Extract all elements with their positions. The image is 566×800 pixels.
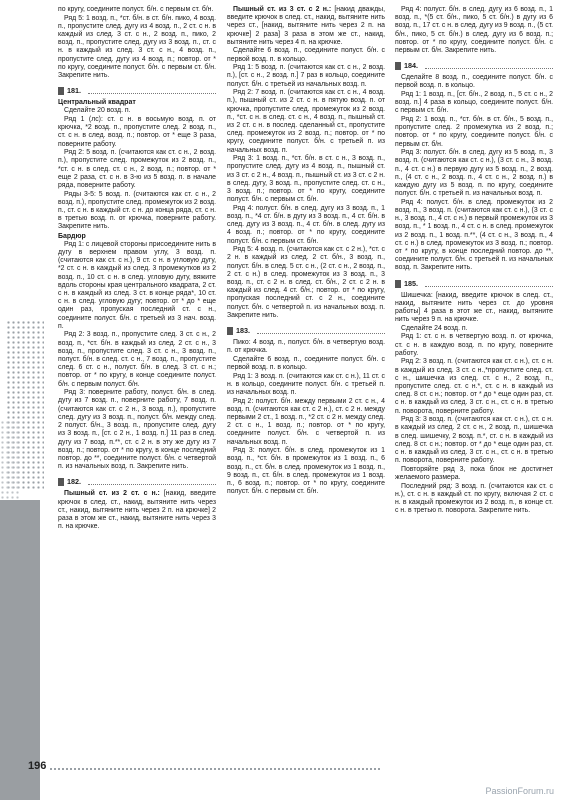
paragraph: Повторяйте ряд 3, пока блок не достигнет желаемого размера. xyxy=(395,465,553,482)
paragraph: Ряд 5: 1 возд. п., *ст. б/н. в ст. б/н. пико, 4 возд. п., пропустите след. дугу из 4 возд. п., 2 ст. с н. в каждый из след. 3 ст. с н., 2 возд. п., пико, 2 возд. п., пропустите след. дугу из 3 возд. п., ст. с н. в каждый из след. 3 ст. с н., 4 возд. п., пропустите след. дугу из 4 возд. п.; повтор. от * по кругу, соедините полуст. б/н. с первым ст. б/н. Закрепите нить. xyxy=(58,14,216,80)
paragraph-text: [накид, введите крючок в след. ст., накид, вытяните нить через ст., накид, вытяните нить через 2 п. на крючке] 2 раза в этом же ст., накид, вытяните нить через 3 п. на крючке. xyxy=(58,490,216,531)
section-marker-icon xyxy=(58,478,64,486)
paragraph: Ряд 2: 7 возд. п. (считаются как ст. с н., 4 возд. п.), пышный ст. из 2 ст. с н. в пятую возд. п. от крючка, пропустите след. промежуток из 2 возд. п., *ст. с н. в след. ст. с н., 4 возд. п., пышный ст. из 2 ст. с н. в послед. сделанный ст., пропустите след. промежуток из 2 возд. п.; повтор. от * по кругу, соедините полуст. б/н. с третьей п. из начальных возд. п. xyxy=(227,89,385,154)
paragraph xyxy=(58,490,216,531)
text-column-3 xyxy=(395,6,553,516)
dotted-rule xyxy=(88,484,216,485)
dotted-rule xyxy=(425,286,553,287)
subheading: Бардюр xyxy=(58,232,86,240)
paragraph: Ряд 2: 5 возд. п. (считаются как ст. с н., 2 возд. п.), пропустите след. промежуток из 2 возд. п., *ст. с н. в след. ст. с н., 2 возд. п.; повтор. от * еще 2 раза, ст. с н. в 3-ю из 5 возд. п. в начале ряда, поверните работу. xyxy=(58,149,216,190)
dotted-rule xyxy=(257,333,385,334)
paragraph: Ряд 4: полуст. б/н. в след. дугу из 6 возд. п., 1 возд. п., *(5 ст. б/н., пико, 5 ст. б/н.) в дугу из 6 возд. п., 17 ст. с н. в след. дугу из 9 возд. п., (5 ст. б/н., пико, 5 ст. б/н.) в след. дугу из 6 возд. п.; повтор. от * по кругу, соедините полуст. б/н. с первым ст. б/н. Закрепите нить. xyxy=(395,6,553,55)
paragraph: Ряд 5: 4 возд. п. (считаются как ст. с 2 н.), *ст. с 2 н. в каждый из след. 2 ст. б/н., 3 возд. п., полуст. б/н. в след. 5 ст. с н., (2 ст. с н., 2 возд. п., 2 ст. с н.) в след. промежуток из 3 возд. п., 3 возд. п., ст. с 2 н. в след. ст. б/н., 2 ст. с 2 н. в каждый из след. 4 ст. б/н.; повтор. от * по кругу, пропуская последний ст. с 2 н., соедините полуст. б/н. с четвертой п. из начальных возд. п. Закрепите нить. xyxy=(227,246,385,319)
paragraph: Ряд 3: 1 возд. п., *ст. б/н. в ст. с н., 3 возд. п., пропустите след. дугу из 4 возд. п., пышный ст. из 3 ст. с 2 н., 4 возд. п., пышный ст. из 3 ст. с 2 н. в след. дугу, 3 возд. п., пропустите след. ст. с н., 3 возд. п.; повтор. от * по кругу, соедините полуст. б/н. с первым ст. б/н. xyxy=(227,155,385,204)
paragraph: Ряд 1: 3 возд. п. (считаются как ст. с н.), 11 ст. с н. в кольцо, соедините полуст. б/н. с третьей п. из начальных возд. п. xyxy=(227,372,385,397)
section-number: 181. xyxy=(67,86,81,96)
paragraph: Ряд 1: ст. с н. в четвертую возд. п. от крючка, ст. с н. в каждую возд. п. по кругу, поверните работу. xyxy=(395,333,553,357)
paragraph: Ряд 2: 3 возд. п. (считаются как ст. с н.), ст. с н. в каждый из след. 3 ст. с н.,*пропустите след. ст. с н., шишечка из след. ст. с н., 2 возд. п., пропустите след. ст. с н.*, ст. с н. в каждый из след. 8 ст. с н.; повтор. от * до * еще один раз, ст. с н. в каждый из след. 3 ст. с н., ст. с н. в третью п. поворота, поверните работу. xyxy=(395,358,553,415)
paragraph: Шишечка: [накид, введите крючок в след. ст., накид, вытяните нить через ст. до уровня работы] 4 раза в этот же ст., накид, вытяните нить через 9 п. на крючке. xyxy=(395,291,553,324)
page-number: 196 xyxy=(28,760,47,772)
section-number: 182. xyxy=(67,477,81,487)
dotted-rule xyxy=(88,93,216,94)
paragraph: Ряд 2: 3 возд. п., пропустите след. 3 ст. с н., 2 возд. п., *ст. б/н. в каждый из след. 2 ст. с н., 3 возд. п., пропустите след. 3 ст. с н., 3 возд. п., полуст. б/н. в след. ст. с н., 7 возд. п., пропустите след. 6 ст. с н., полуст. б/н. в след. 3 ст. с н.; повтор. от * по кругу, в конце соедините полуст. б/н. с первым полуст. б/н. xyxy=(58,331,216,388)
section-marker-icon xyxy=(395,62,401,70)
paragraph: по кругу, соедините полуст. б/н. с первым ст. б/н. xyxy=(58,6,214,13)
paragraph: Сделайте 6 возд. п., соедините полуст. б/н. с первой возд. п. в кольцо. xyxy=(227,355,385,372)
section-marker-icon xyxy=(58,87,64,95)
section-header-182 xyxy=(58,476,216,488)
section-number: 183. xyxy=(236,326,250,336)
paragraph: Сделайте 20 возд. п. xyxy=(64,107,131,115)
paragraph: Ряд 3: полуст. б/н. в след. промежуток из 1 возд. п., *ст. б/н. в промежуток из 1 возд. п., 6 возд. п., ст. б/н. в след. промежуток из 1 возд. п., 9 возд. п., ст. б/н. в след. промежуток из 1 возд. п., 6 возд. п.; повтор. от * по кругу, соедините полуст. б/н. с первым ст. б/н. xyxy=(227,447,385,496)
paragraph: Ряд 1: с лицевой стороны присоедините нить в дугу в верхнем правом углу, 3 возд. п. (считаются как ст. с н.), 9 ст. с н. в угловую дугу, *2 ст. с н. в каждый из след. 3 промежутков из 2 возд. п., 10 ст. с н. в след. угловую дугу, вяжите вдоль стороны края центрального квадрата, 2 ст. с н. в каждый из след. 3 ст. в конце ряда*, 10 ст. с н. в след. угловую дугу; повтор. от * до * еще один раз, пропуская последний ст. с н., соедините полуст. б/н. с третьей из 3 нач. возд. п. xyxy=(58,240,216,330)
term-label: Пышный ст. из 3 ст. с 2 н.: xyxy=(233,6,332,13)
paragraph: Ряд 3: 3 возд. п. (считаются как ст. с н.), ст. с н. в каждый из след. 2 ст. с н., 2 возд. п., шишечка в след. шишечку, 2 возд. п.*, ст. с н. в каждый из след. 8 ст. с н.; повтор. от * до * еще один раз, ст. с н. в каждый из след. 3 ст. с н., ст. с н. в третью п. поворота, поверните работу. xyxy=(395,416,553,465)
paragraph: Последний ряд: 3 возд. п. (считаются как ст. с н.), ст. с н. в каждый ст. по кругу, включая 2 ст. с н. в каждый промежуток из 2 возд. п., в конце ст. с н. в третью п. поворота. Закрепите нить. xyxy=(395,482,553,515)
section-header-183 xyxy=(227,325,385,337)
paragraph: Ряд 1: 1 возд. п., [ст. б/н., 2 возд. п., 5 ст. с н., 2 возд. п.] 4 раза в кольцо, соедините полуст. б/н. с первым ст. б/н. xyxy=(395,91,553,115)
section-header-184 xyxy=(395,60,553,72)
section-number: 185. xyxy=(404,278,418,288)
subheading: Центральный квадрат xyxy=(58,99,136,107)
paragraph: Ряд 1 (лс): ст. с н. в восьмую возд. п. от крючка, *2 возд. п., пропустите след. 2 возд. п., ст. с н. в след. возд. п.; повтор. от * еще 3 раза, поверните работу. xyxy=(58,116,216,148)
paragraph: Ряд 2: 1 возд. п., *ст. б/н. в ст. б/н., 5 возд. п., пропустите след. 2 промежутка из 2 возд. п.; повтор. от * по кругу, соедините полуст. б/н. с первым ст. б/н. xyxy=(395,116,553,148)
section-marker-icon xyxy=(395,280,401,288)
paragraph: Ряд 4: полуст. б/н. в след. дугу из 3 возд. п., 1 возд. п., *4 ст. б/н. в дугу из 3 возд. п., 4 ст. б/н. в след. дугу из 3 возд. п., 4 ст. б/н. в след. дугу из 4 возд. п.; повтор. от * по кругу, соедините полуст. б/н. с первым ст. б/н. xyxy=(227,204,385,245)
dotted-rule xyxy=(425,68,553,69)
section-marker-icon xyxy=(227,327,233,335)
paragraph: Ряды 3-5: 5 возд. п. (считаются как ст. с н., 2 возд. п.), пропустите след. промежуток из 2 возд. п., ст. с н. в каждый ст. с н. до конца ряда, ст. с н. в третью возд. п. от крючка, поверните работу. Закрепите нить. xyxy=(58,190,216,231)
term-label: Пышный ст. из 2 ст. с н.: xyxy=(64,490,160,498)
paragraph: Ряд 2: полуст. б/н. между первыми 2 ст. с н., 4 возд. п. (считаются как ст. с 2 н.), ст. с 2 н. между первыми 2 ст., 1 возд. п., *2 ст. с 2 н. между след. 2 ст. с н., 1 возд. п.; повтор. от * по кругу, соедините полуст. б/н. с четвертой п. из начальных возд. п. xyxy=(227,397,385,446)
paragraph xyxy=(227,6,385,47)
paragraph: Ряд 3: поверните работу, полуст. б/н. в след. дугу из 7 возд. п., поверните работу, 7 возд. п. (считаются как ст. с 2 н., 3 возд. п.), пропустите след. дугу из 3 возд. п., полуст. б/н. между след. 2 полуст. б/н., 3 возд. п., пропустите след. дугу из 3 возд. п., [ст. с 2 н., 1 возд. п.] 11 раз в след. дугу из 7 возд. п.**, ст. с 2 н. в эту же дугу из 7 возд. п.; повтор. от * по кругу, в конце последний повтор. до **, соедините полуст. б/н. с четвертой п. из начальных возд. п. Закрепите нить. xyxy=(58,389,216,471)
section-number: 184. xyxy=(404,61,418,71)
paragraph: Ряд 3: полуст. б/н. в след. дугу из 5 возд. п., 3 возд. п. (считаются как ст. с н.), (3 ст. с н., 3 возд. п., 4 ст. с н.) в первую дугу из 5 возд. п., 2 возд. п., (4 ст. с н., 2 возд. п., 4 ст. с н., 2 возд. п.) в каждую дугу из 5 возд. п. по кругу, соедините полуст. б/н. с третьей п. из начальных возд. п. xyxy=(395,149,553,198)
footer-dotted-rule xyxy=(50,768,380,770)
paragraph: Сделайте 24 возд. п. xyxy=(401,324,468,332)
text-column-1 xyxy=(58,6,216,532)
text-column-2 xyxy=(227,6,385,497)
paragraph: Сделайте 8 возд. п., соедините полуст. б/н. с первой возд. п. в кольцо. xyxy=(395,74,553,90)
watermark: PassionForum.ru xyxy=(485,786,554,796)
paragraph: Пико: 4 возд. п., полуст. б/н. в четвертую возд. п. от крючка. xyxy=(227,339,385,355)
paragraph: Ряд 4: полуст. б/н. в след. промежуток из 2 возд. п., 3 возд. п. (считаются как ст. с н.), (3 ст. с н., 3 возд. п., 4 ст. с н.) в первый промежуток из 3 возд. п., * 1 возд. п., 4 ст. с н. в след. промежуток из 2 возд. п., 1 возд. п.**, (4 ст. с н., 3 возд. п., 4 ст. с н.) в след. промежуток из 3 возд. п.; повтор. от * по кругу, в конце последний повтор. до **, соедините полуст. б/н. с третьей п. из начальных возд. п. Закрепите нить. xyxy=(395,198,553,272)
paragraph: Сделайте 6 возд. п., соедините полуст. б/н. с первой возд. п. в кольцо. xyxy=(227,47,385,63)
section-header-181 xyxy=(58,85,216,97)
decorative-dot-grid-secondary xyxy=(0,420,20,500)
paragraph-text: [накид дважды, введите крючок в след. ст., накид, вытяните нить через ст., [накид, вытяните нить через 2 п. на крючке] 2 раза] 3 раза в этом же ст., накид, вытяните нить через 4 п. на крючке. xyxy=(227,6,385,46)
paragraph: Ряд 1: 5 возд. п. (считаются как ст. с н., 2 возд. п.), [ст. с н., 2 возд. п.] 7 раз в кольцо, соедините полуст. б/н. с третьей из начальных возд. п. xyxy=(227,64,385,88)
section-header-185 xyxy=(395,278,553,290)
page-side-strip xyxy=(0,500,40,800)
